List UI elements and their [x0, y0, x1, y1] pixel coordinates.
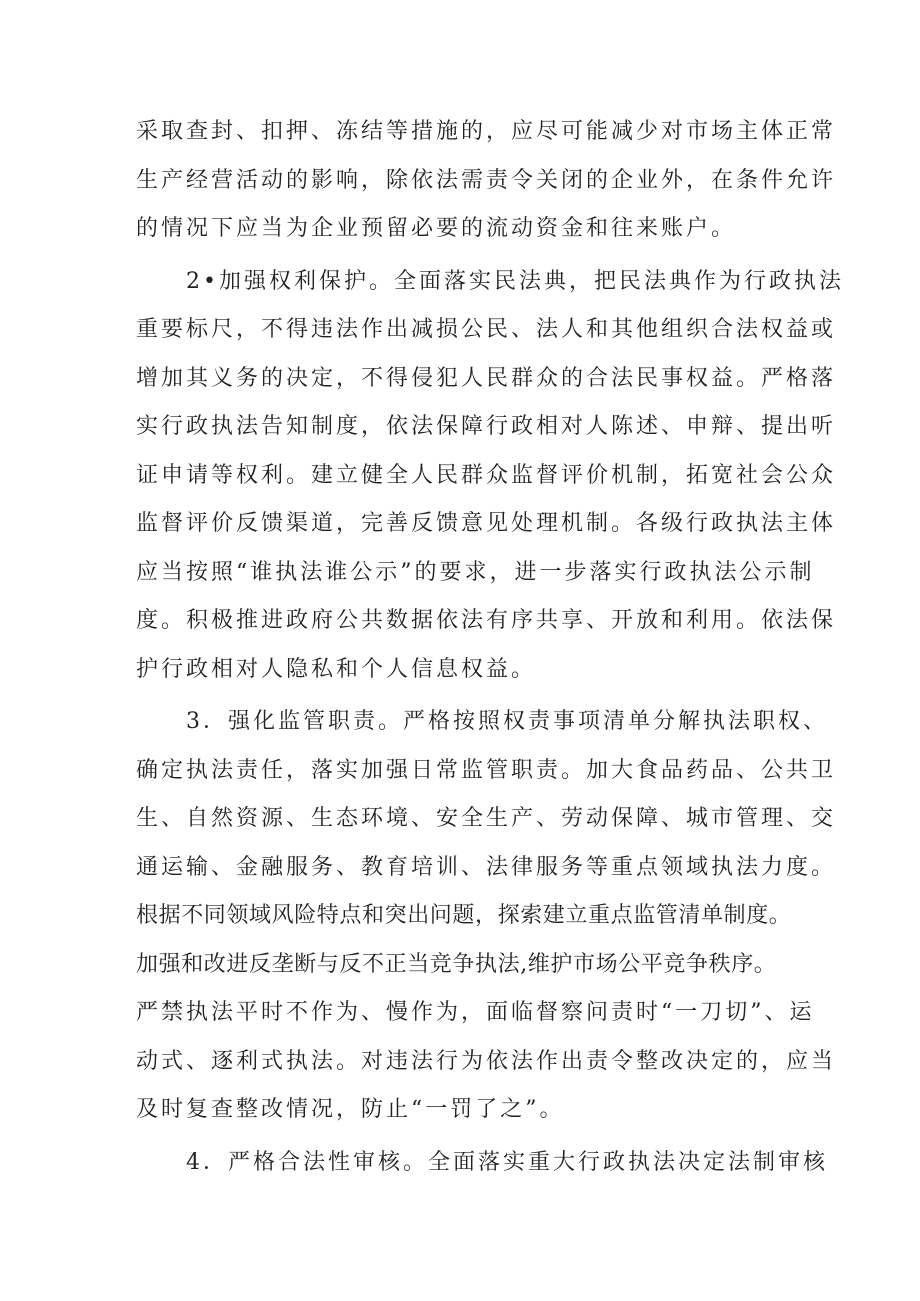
text-line: 度。积极推进政府公共数据依法有序共享、开放和利用。依法保	[136, 608, 837, 633]
text-line: 及时复查整改情况，防止“一罚了之”。	[136, 1097, 565, 1122]
paragraph-seizure-measures	[136, 108, 837, 254]
text-line: 的情况下应当为企业预留必要的流动资金和往来账户。	[136, 216, 737, 241]
text-line: 生、自然资源、生态环境、安全生产、劳动保障、城市管理、交	[136, 806, 837, 831]
text-line: 2•加强权利保护。全面落实民法典，把民法典作为行政执法	[186, 268, 844, 294]
text-line: 通运输、金融服务、教育培训、法律服务等重点领域执法力度。	[136, 854, 837, 880]
text-line: 护行政相对人隐私和个人信息权益。	[136, 656, 537, 682]
text-line: 严禁执法平时不作为、慢作为，面临督察问责时“一刀切”、运	[136, 1000, 815, 1025]
paragraph-legality-review	[136, 1139, 828, 1188]
text-line: 确定执法责任，落实加强日常监管职责。加大食品药品、公共卫	[136, 757, 837, 783]
text-line: 监督评价反馈渠道，完善反馈意见处理机制。各级行政执法主体	[136, 511, 837, 536]
text-line: 重要标尺，不得违法作出减损公民、法人和其他组织合法权益或	[136, 317, 837, 342]
text-line: 动式、逐利式执法。对违法行为依法作出责令整改决定的，应当	[136, 1048, 837, 1074]
text-line: 证申请等权利。建立健全人民群众监督评价机制，拓宽社会公众	[136, 462, 837, 488]
text-line: 增加其义务的决定，不得侵犯人民群众的合法民事权益。严格落	[136, 365, 837, 391]
document-body	[136, 108, 844, 1187]
text-line: 采取查封、扣押、冻结等措施的，应尽可能减少对市场主体正常	[136, 119, 837, 144]
text-line: 3．强化监管职责。严格按照权责事项清单分解执法职权、	[186, 709, 828, 734]
paragraph-supervision-duties	[136, 698, 837, 1135]
text-line: 加强和改进反垄断与反不正当竞争执法,维护市场公平竞争秩序。	[136, 951, 777, 977]
text-line: 生产经营活动的影响，除依法需责令关闭的企业外，在条件允许	[136, 167, 837, 193]
paragraph-rights-protection	[136, 258, 844, 695]
text-line: 实行政执法告知制度，依法保障行政相对人陈述、申辩、提出听	[136, 414, 837, 439]
text-line: 根据不同领域风险特点和突出问题，探索建立重点监管清单制度。	[136, 903, 792, 928]
text-line: 4．严格合法性审核。全面落实重大行政执法决定法制审核	[186, 1149, 828, 1175]
text-line: 应当按照“谁执法谁公示”的要求，进一步落实行政执法公示制	[136, 559, 815, 585]
